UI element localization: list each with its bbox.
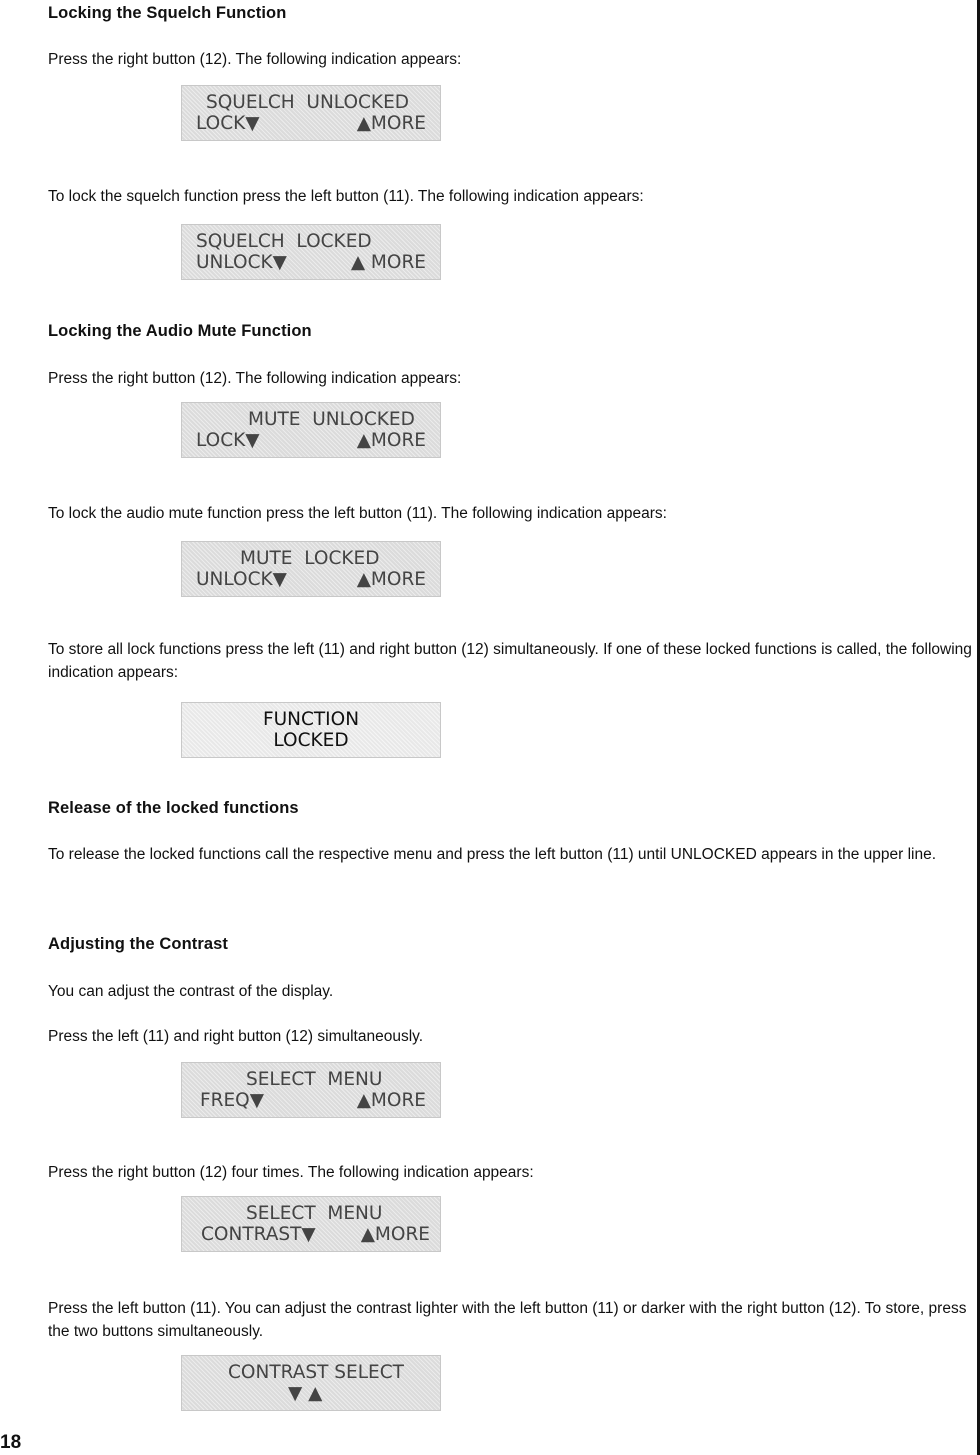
lcd-line-1: SQUELCH UNLOCKED: [206, 92, 410, 113]
heading-squelch-lock: Locking the Squelch Function: [48, 4, 287, 22]
lcd-display-mute-locked: [181, 541, 441, 597]
lcd-display-function-locked: [181, 702, 441, 758]
lcd-display-squelch-unlocked: [181, 85, 441, 141]
lcd-display-contrast-select: [181, 1355, 441, 1411]
heading-release-locked: Release of the locked functions: [48, 799, 299, 817]
paragraph: To store all lock functions press the left (11) and right button (12) simultaneously. If one of these locked functions is called, the following indication appears:: [48, 641, 972, 681]
lcd-display-select-menu-contrast: [181, 1196, 441, 1252]
paragraph: Press the right button (12). The following indication appears:: [48, 370, 462, 387]
lcd-display-select-menu-freq: [181, 1062, 441, 1118]
lcd-display-squelch-locked: [181, 224, 441, 280]
lcd-line-1: MUTE LOCKED: [240, 548, 380, 569]
lcd-line-1: SELECT MENU: [246, 1203, 383, 1224]
paragraph: Press the right button (12) four times. The following indication appears:: [48, 1164, 534, 1181]
paragraph: Press the left button (11). You can adjust the contrast lighter with the left button (11) or darker with the right button (12). To store, press the two buttons simultaneously.: [48, 1300, 967, 1340]
page-number: 18: [0, 1432, 22, 1453]
lcd-right-label: ▲MORE: [356, 113, 426, 134]
paragraph: To release the locked functions call the respective menu and press the left button (11) until UNLOCKED appears in the upper line.: [48, 846, 937, 863]
lcd-left-label: UNLOCK▼: [196, 252, 287, 273]
lcd-line-1: CONTRAST SELECT: [228, 1362, 404, 1383]
lcd-left-label: CONTRAST▼: [201, 1224, 316, 1245]
lcd-left-label: LOCK▼: [196, 113, 260, 134]
paragraph: Press the left (11) and right button (12) simultaneously.: [48, 1028, 424, 1045]
lcd-arrows: ▼ ▲: [288, 1383, 323, 1404]
lcd-right-label: ▲MORE: [356, 430, 426, 451]
lcd-line-1: FUNCTION: [262, 709, 360, 730]
lcd-line-1: SELECT MENU: [246, 1069, 383, 1090]
lcd-right-label: ▲ MORE: [350, 252, 426, 273]
lcd-line-1: SQUELCH LOCKED: [196, 231, 372, 252]
lcd-line-2: LOCKED: [273, 730, 349, 751]
lcd-left-label: UNLOCK▼: [196, 569, 287, 590]
lcd-right-label: ▲MORE: [356, 569, 426, 590]
paragraph: You can adjust the contrast of the display.: [48, 983, 334, 1000]
heading-audio-mute-lock: Locking the Audio Mute Function: [48, 322, 312, 340]
paragraph: To lock the squelch function press the left button (11). The following indication appears:: [48, 188, 644, 205]
lcd-left-label: LOCK▼: [196, 430, 260, 451]
paragraph: To lock the audio mute function press the left button (11). The following indication appears:: [48, 505, 667, 522]
lcd-left-label: FREQ▼: [200, 1090, 264, 1111]
lcd-right-label: ▲MORE: [356, 1090, 426, 1111]
lcd-line-1: MUTE UNLOCKED: [248, 409, 415, 430]
paragraph: Press the right button (12). The following indication appears:: [48, 51, 462, 68]
lcd-display-mute-unlocked: [181, 402, 441, 458]
lcd-right-label: ▲MORE: [360, 1224, 430, 1245]
heading-adjust-contrast: Adjusting the Contrast: [48, 935, 229, 953]
